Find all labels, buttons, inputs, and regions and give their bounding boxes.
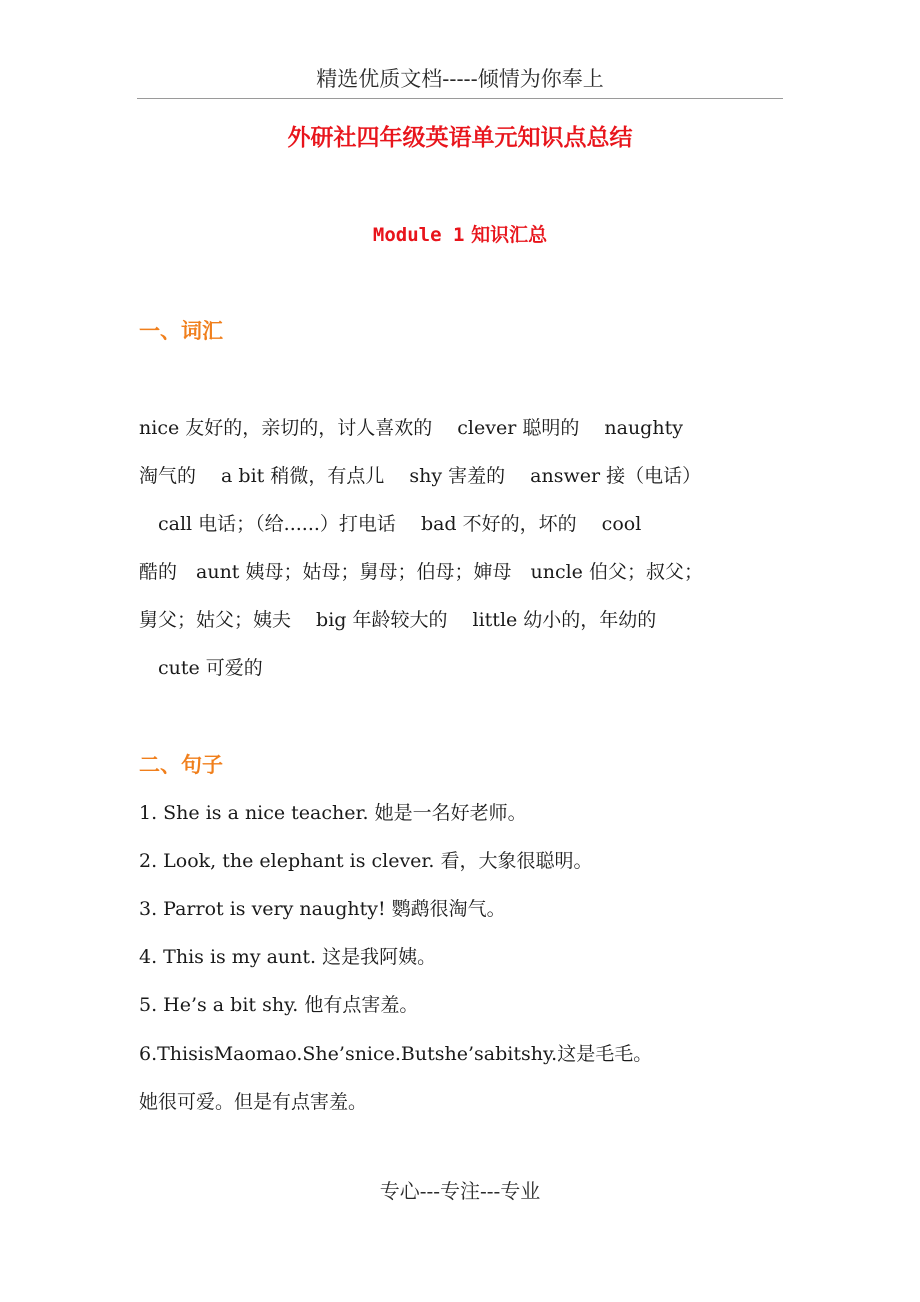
sentence-line: 2. Look, the elephant is clever. 看，大象很聪明。 [139,850,593,872]
vocabulary-line: call 电话；（给......）打电话 bad 不好的，坏的 cool [139,513,642,535]
module-title-en: Module 1 [372,224,465,246]
vocabulary-line: 淘气的 a bit 稍微，有点儿 shy 害羞的 answer 接（电话） [139,465,702,487]
sentences-heading: 二、句子 [139,752,223,777]
sentence-line: 6.ThisisMaomao.She’snice.Butshe’sabitshy.这是毛毛。 [139,1043,653,1065]
sentence-line: 她很可爱。但是有点害羞。 [139,1091,368,1113]
vocabulary-heading: 一、词汇 [139,318,223,343]
vocabulary-line: nice 友好的，亲切的，讨人喜欢的 clever 聪明的 naughty [139,417,683,439]
module-title [0,220,920,250]
sentence-line: 3. Parrot is very naughty! 鹦鹉很淘气。 [139,898,506,920]
vocabulary-line: cute 可爱的 [139,657,263,679]
module-title-zh: 知识汇总 [471,224,548,246]
page-footer: 专心---专注---专业 [379,1179,541,1203]
sentence-line: 4. This is my aunt. 这是我阿姨。 [139,946,437,968]
sentence-line: 5. He’s a bit shy. 他有点害羞。 [139,994,419,1016]
document-title: 外研社四年级英语单元知识点总结 [287,124,633,151]
sentence-line: 1. She is a nice teacher. 她是一名好老师。 [139,802,527,824]
page-header: 精选优质文档-----倾情为你奉上 [316,67,604,91]
vocabulary-line: 舅父；姑父；姨夫 big 年龄较大的 little 幼小的，年幼的 [139,609,657,631]
header-divider [137,98,783,99]
vocabulary-line: 酷的 aunt 姨母；姑母；舅母；伯母；婶母 uncle 伯父；叔父； [139,561,703,583]
